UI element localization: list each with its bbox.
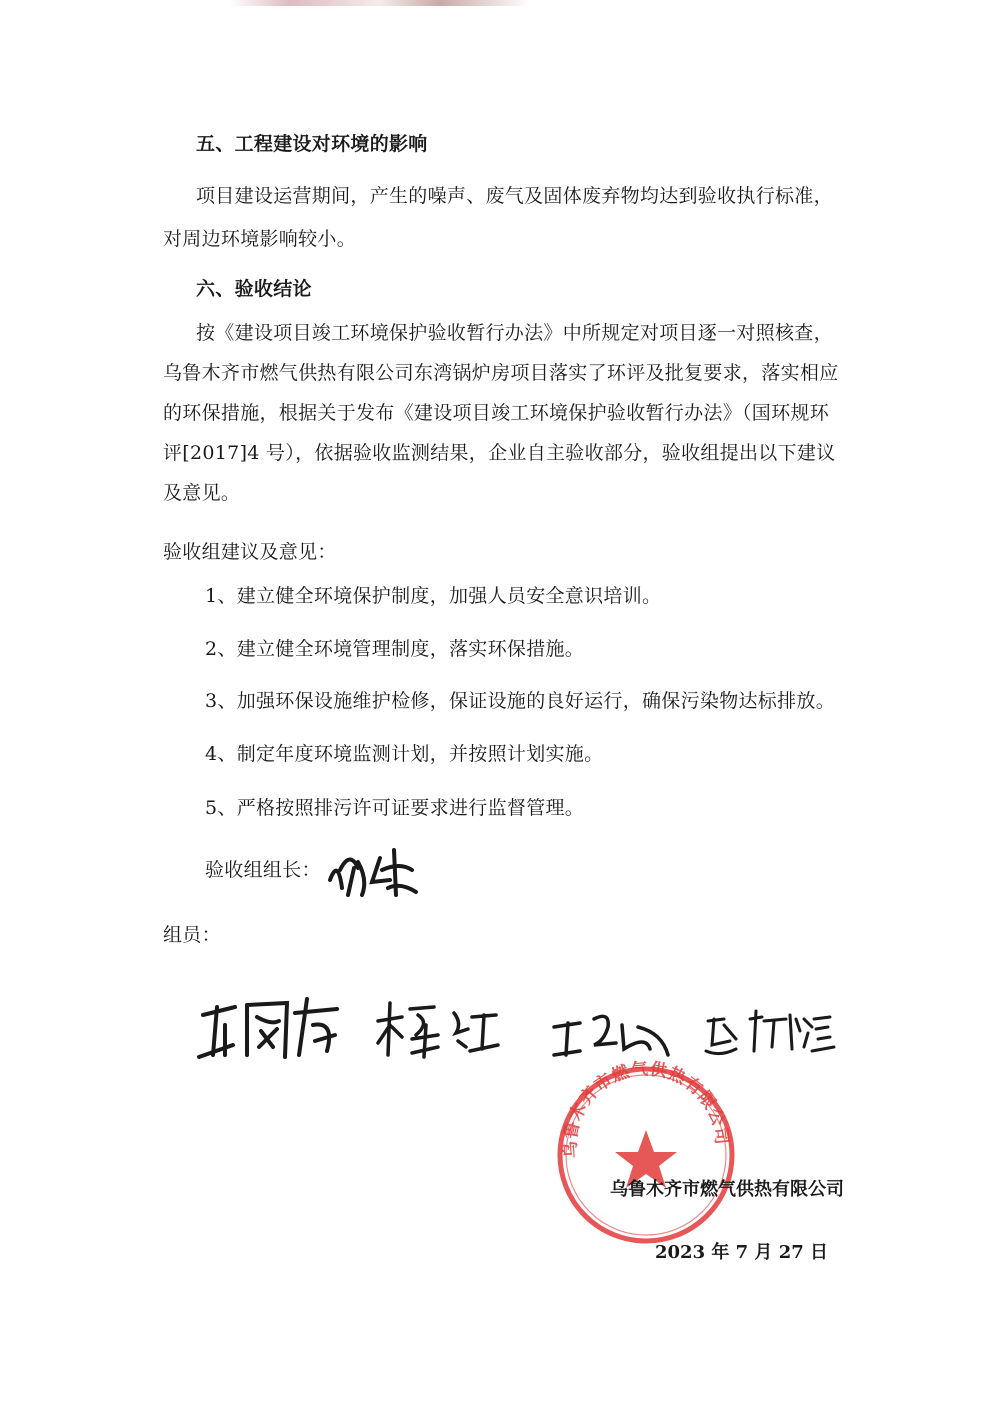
leader-signature xyxy=(320,840,430,905)
section-6-heading: 六、验收结论 xyxy=(196,278,312,300)
member-signature-1 xyxy=(195,985,345,1070)
section-5-heading: 五、工程建设对环境的影响 xyxy=(196,133,428,155)
section-5-para-line-2: 对周边环境影响较小。 xyxy=(163,228,357,250)
members-label: 组员： xyxy=(163,924,221,946)
svg-text:乌鲁木齐市燃气供热有限公司: 乌鲁木齐市燃气供热有限公司 xyxy=(560,1059,732,1159)
leader-label: 验收组组长： xyxy=(205,859,321,881)
suggestion-item-1: 1、建立健全环境保护制度，加强人员安全意识培训。 xyxy=(205,585,662,607)
section-6-para-line-5: 及意见。 xyxy=(163,482,241,504)
suggestion-item-5: 5、严格按照排污许可证要求进行监督管理。 xyxy=(205,797,585,819)
suggestions-heading: 验收组建议及意见： xyxy=(163,541,337,563)
scan-artifact xyxy=(230,0,530,6)
section-5-para-line-1: 项目建设运营期间，产生的噪声、废气及固体废弃物均达到验收执行标准， xyxy=(196,185,833,207)
suggestion-item-4: 4、制定年度环境监测计划，并按照计划实施。 xyxy=(205,743,604,765)
company-name: 乌鲁木齐市燃气供热有限公司 xyxy=(610,1179,844,1200)
section-6-para-line-1: 按《建设项目竣工环境保护验收暂行办法》中所规定对项目逐一对照核查， xyxy=(196,322,833,344)
member-signature-2 xyxy=(372,995,502,1070)
section-6-para-line-2: 乌鲁木齐市燃气供热有限公司东湾锅炉房项目落实了环评及批复要求，落实相应 xyxy=(163,362,839,384)
suggestion-item-3: 3、加强环保设施维护检修，保证设施的良好运行，确保污染物达标排放。 xyxy=(205,690,835,712)
section-6-para-line-3: 的环保措施，根据关于发布《建设项目竣工环境保护验收暂行办法》（国环规环 xyxy=(163,402,830,424)
company-seal xyxy=(550,1050,740,1250)
suggestion-item-2: 2、建立健全环境管理制度，落实环保措施。 xyxy=(205,638,585,660)
signing-date: 2023 年 7 月 27 日 xyxy=(655,1242,829,1263)
section-6-para-line-4: 评[2017]4 号），依据验收监测结果，企业自主验收部分，验收组提出以下建议 xyxy=(163,442,836,464)
